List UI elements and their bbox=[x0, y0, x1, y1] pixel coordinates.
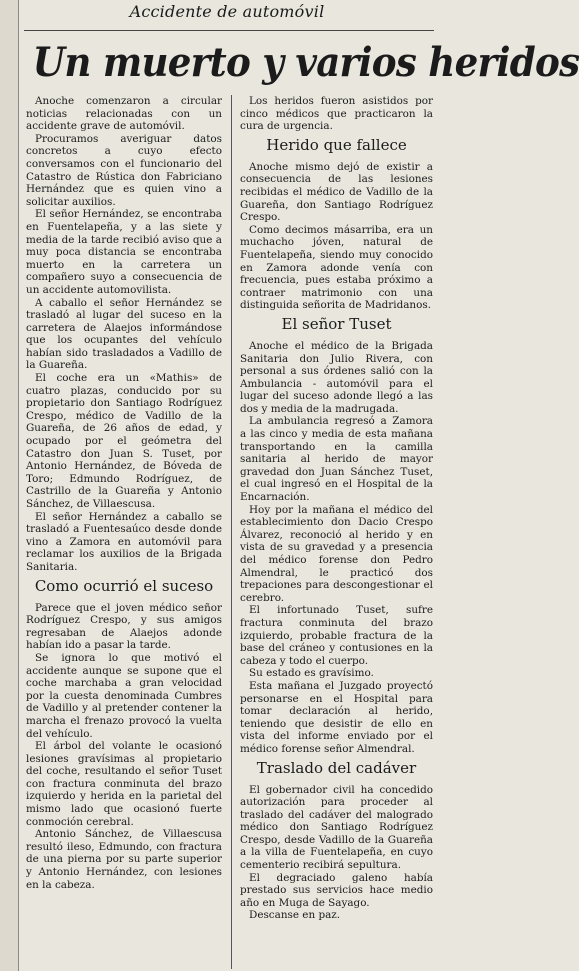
section-heading: Herido que fallece bbox=[266, 135, 407, 154]
paragraph: Su estado es gravísimo. bbox=[249, 667, 374, 680]
paragraph: Anoche mismo dejó de existir a consecuencia de las lesiones recibidas el médico de Vadillo de la Guareña, don Santiago Rodríguez Crespo. bbox=[240, 160, 433, 224]
paragraph: El señor Hernández, se encontraba en Fuentelapeña, y a las siete y media de la tarde recibió aviso que a muy poca distancia se encontraba muerto en la carretera un compañero suyo a consecuencia de un accidente automovilista. bbox=[26, 208, 222, 296]
paragraph: Anoche el médico de la Brigada Sanitaria don Julio Rivera, con personal a sus órdenes salió con la Ambulancia - automóvil para el lugar del suceso adonde llegó a las dos y media de la madrugada. bbox=[240, 339, 433, 415]
adjacent-column-edge bbox=[0, 0, 19, 971]
paragraph: Descanse en paz. bbox=[249, 909, 341, 922]
paragraph: A caballo el señor Hernández se trasladó al lugar del suceso en la carretera de Alaejos informándose que los ocupantes del vehículo habían sido trasladados a Vadillo de la Guareña. bbox=[26, 296, 222, 372]
paragraph: Como decimos másarriba, era un muchacho jóven, natural de Fuentelapeña, siendo muy conocido en Zamora adonde venía con frecuencia, pues estaba próximo a contraer matrimonio con una distinguida señorita de Madridanos. bbox=[240, 223, 433, 312]
paragraph: Antonio Sánchez, de Villaescusa resultó ileso, Edmundo, con fractura de una pierna por su parte superior y Antonio Hernández, con lesiones en la cabeza. bbox=[26, 828, 222, 891]
section-heading: El señor Tuset bbox=[281, 314, 392, 333]
paragraph: Los heridos fueron asistidos por cinco médicos que practicaron la cura de urgencia. bbox=[240, 95, 433, 133]
section-heading: Como ocurrió el suceso bbox=[34, 576, 214, 595]
paragraph: El coche era un «Mathis» de cuatro plazas, conducido por su propietario don Santiago Rodríguez Crespo, médico de Vadillo de la Guareña, de 26 años de edad, y ocupado por el geómetra del Catastro don Juan S. Tuset, por Antonio Hernández, de Bóveda de Toro; Edmundo Rodríguez, de Castrillo de la Guareña y Antonio Sánchez, de Villaescusa. bbox=[26, 372, 222, 510]
paragraph: La ambulancia regresó a Zamora a las cinco y media de esta mañana transportando en la camilla sanitaria al herido de mayor gravedad don Juan Sánchez Tuset, el cual ingresó en el Hospital de la Encarnación. bbox=[240, 415, 433, 504]
article-kicker: Accidente de automóvil bbox=[129, 2, 325, 21]
article-headline: Un muerto y varios heridos bbox=[32, 39, 579, 86]
paragraph: Procuramos averiguar datos concretos a cuyo efecto conversamos con el funcionario del Catastro de Rústica don Fabriciano Hernández que es quien vino a solicitar auxilios. bbox=[26, 132, 222, 208]
left-column bbox=[26, 95, 222, 969]
paragraph: Se ignora lo que motivó el accidente aunque se supone que el coche marchaba a gran velocidad por la cuesta denominada Cumbres de Vadillo y al pretender contener la marcha el frenazo provocó la vuelta del vehículo. bbox=[26, 651, 222, 740]
right-column bbox=[240, 95, 433, 969]
kicker-rule bbox=[24, 30, 434, 31]
paragraph: El infortunado Tuset, sufre fractura conminuta del brazo izquierdo, probable fractura de la base del cráneo y contusiones en la cabeza y todo el cuerpo. bbox=[240, 604, 433, 667]
section-heading: Traslado del cadáver bbox=[256, 758, 417, 777]
paragraph: El degraciado galeno había prestado sus servicios hace medio año en Muga de Sayago. bbox=[240, 871, 433, 909]
paragraph: Hoy por la mañana el médico del establecimiento don Dacio Crespo Álvarez, reconoció al herido y en vista de su gravedad y a presencia del médico forense don Pedro Almendral, le practicó dos trepaciones para descongestionar el cerebro. bbox=[240, 503, 433, 604]
column-divider bbox=[231, 95, 232, 969]
paragraph: El gobernador civil ha concedido autorización para proceder al traslado del cadáver del malogrado médico don Santiago Rodríguez Crespo, desde Vadillo de la Guareña a la villa de Fuentelapeña, en cuyo cementerio recibirá sepultura. bbox=[240, 783, 433, 872]
paragraph: Parece que el joven médico señor Rodríguez Crespo, y sus amigos regresaban de Alaejos adonde habían ido a pasar la tarde. bbox=[26, 601, 222, 652]
paragraph: Anoche comenzaron a circular noticias relacionadas con un accidente grave de automóvil. bbox=[26, 95, 222, 133]
paragraph: Esta mañana el Juzgado proyectó personarse en el Hospital para tomar declaración al herido, teniendo que desistir de ello en vista del informe enviado por el médico forense señor Almendral. bbox=[240, 679, 433, 755]
paragraph: El árbol del volante le ocasionó lesiones gravísimas al propietario del coche, resultando el señor Tuset con fractura conminuta del brazo izquierdo y herida en la parietal del mismo lado que ocasionó fuerte conmoción cerebral. bbox=[26, 740, 222, 828]
paragraph: El señor Hernández a caballo se trasladó a Fuentesaúco desde donde vino a Zamora en automóvil para reclamar los auxilios de la Brigada Sanitaria. bbox=[26, 510, 222, 573]
